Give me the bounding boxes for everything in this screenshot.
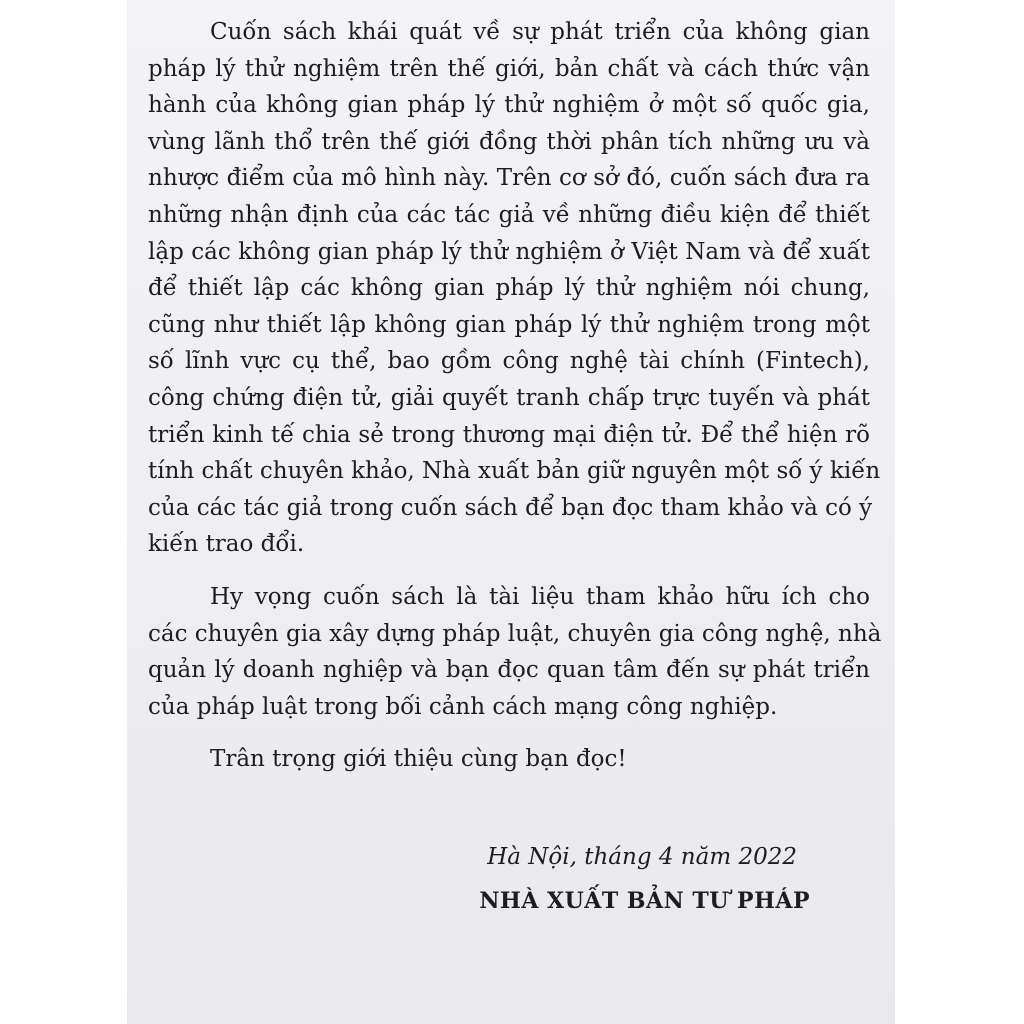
text-line: các chuyên gia xây dựng pháp luật, chuyên gia công nghệ, nhà: [148, 620, 882, 647]
text-line: của các tác giả trong cuốn sách để bạn đọc tham khảo và có ý: [148, 494, 873, 521]
text-line: Cuốn sách khái quát về sự phát triển của không gian: [210, 19, 870, 45]
closing-line: Trân trọng giới thiệu cùng bạn đọc!: [210, 746, 627, 773]
publisher-signature: NHÀ XUẤT BẢN TƯ PHÁP: [479, 888, 810, 914]
text-line: nhược điểm của mô hình này. Trên cơ sở đó, cuốn sách đưa ra: [148, 165, 870, 192]
page-body: [148, 14, 882, 778]
background-left: [0, 0, 127, 1024]
text-line: pháp lý thử nghiệm trên thế giới, bản chất và cách thức vận: [148, 55, 870, 82]
text-line: kiến trao đổi.: [148, 531, 305, 558]
background-right: [895, 0, 1024, 1024]
paragraph-hope: [148, 579, 882, 725]
text-line: để thiết lập các không gian pháp lý thử nghiệm nói chung,: [148, 275, 870, 302]
paragraph-summary: [148, 14, 881, 563]
text-line: của pháp luật trong bối cảnh cách mạng công nghiệp.: [148, 693, 778, 720]
text-line: quản lý doanh nghiệp và bạn đọc quan tâm đến sự phát triển: [148, 657, 870, 684]
text-line: tính chất chuyên khảo, Nhà xuất bản giữ nguyên một số ý kiến: [148, 458, 881, 485]
text-line: số lĩnh vực cụ thể, bao gồm công nghệ tài chính (Fintech),: [148, 348, 870, 375]
place-date: Hà Nội, tháng 4 năm 2022: [487, 844, 797, 870]
paragraph-gap: [148, 725, 870, 741]
text-line: những nhận định của các tác giả về những điều kiện để thiết: [148, 201, 870, 228]
text-line: công chứng điện tử, giải quyết tranh chấp trực tuyến và phát: [148, 384, 870, 411]
text-line: cũng như thiết lập không gian pháp lý thử nghiệm trong một: [148, 311, 870, 338]
text-line: triển kinh tế chia sẻ trong thương mại điện tử. Để thể hiện rõ: [148, 421, 870, 448]
paragraph-gap: [148, 563, 870, 579]
book-page: [127, 0, 895, 1024]
text-line: Hy vọng cuốn sách là tài liệu tham khảo hữu ích cho: [210, 583, 870, 610]
text-line: hành của không gian pháp lý thử nghiệm ở một số quốc gia,: [148, 92, 870, 119]
text-line: vùng lãnh thổ trên thế giới đồng thời phân tích những ưu và: [148, 128, 870, 155]
text-line: lập các không gian pháp lý thử nghiệm ở Việt Nam và để xuất: [148, 238, 870, 265]
